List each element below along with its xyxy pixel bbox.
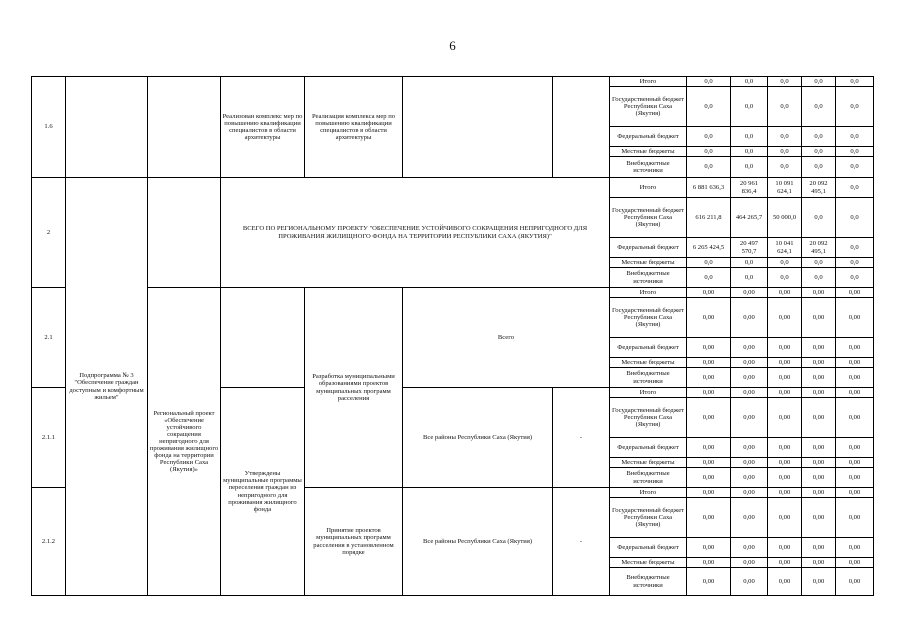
value-cell: 0,00 <box>768 568 802 596</box>
row-number: 2.1 <box>32 288 66 388</box>
page-number: 6 <box>449 38 456 53</box>
value-cell: 0,0 <box>687 87 731 127</box>
value-cell: 50 000,0 <box>768 198 802 238</box>
value-cell: 0,00 <box>802 388 836 398</box>
value-cell: 0,00 <box>768 468 802 488</box>
value-cell: 0,00 <box>687 538 731 558</box>
funding-label: Государственный бюджет Республики Саха (Якутия) <box>610 498 687 538</box>
value-cell: 0,00 <box>802 458 836 468</box>
value-cell: 0,00 <box>836 298 874 338</box>
value-cell: 0,0 <box>802 87 836 127</box>
value-cell: 0,0 <box>836 238 874 258</box>
value-cell: 0,00 <box>731 298 768 338</box>
value-cell: 0,00 <box>687 468 731 488</box>
value-cell: 0,00 <box>802 468 836 488</box>
value-cell: 0,00 <box>687 568 731 596</box>
value-cell: 0,0 <box>836 127 874 147</box>
value-cell: 10 041 624,1 <box>768 238 802 258</box>
funding-label: Итого <box>610 388 687 398</box>
value-cell: 0,00 <box>731 538 768 558</box>
value-cell: 0,00 <box>836 288 874 298</box>
value-cell: 0,0 <box>768 87 802 127</box>
value-cell: 0,00 <box>802 298 836 338</box>
row-2-1-total <box>32 288 874 298</box>
total-label-cell: Всего <box>403 288 610 388</box>
value-cell: 0,00 <box>768 338 802 358</box>
value-cell: 0,00 <box>731 498 768 538</box>
subprogram-cell: Подпрограмма № 3 "Обеспечение граждан доступным и комфортным жильем" <box>66 178 148 596</box>
value-cell: 0,00 <box>687 458 731 468</box>
funding-label: Государственный бюджет Республики Саха (Якутия) <box>610 87 687 127</box>
value-cell: 0,00 <box>836 558 874 568</box>
value-cell: 0,00 <box>836 398 874 438</box>
value-cell: 0,0 <box>731 77 768 87</box>
value-cell: 0,00 <box>731 568 768 596</box>
value-cell: 0,0 <box>836 157 874 178</box>
value-cell: 0,0 <box>836 258 874 268</box>
row-1-6-total <box>32 77 874 87</box>
value-cell: 0,00 <box>802 368 836 388</box>
row-2-total <box>32 178 874 198</box>
row-number: 1.6 <box>32 77 66 178</box>
regproject-cell-empty <box>148 77 221 178</box>
value-cell: 0,0 <box>687 77 731 87</box>
funding-label: Федеральный бюджет <box>610 238 687 258</box>
row-number: 2.1.1 <box>32 388 66 488</box>
value-cell: 0,00 <box>768 538 802 558</box>
value-cell: 0,00 <box>731 398 768 438</box>
funding-label: Внебюджетные источники <box>610 568 687 596</box>
value-cell: 0,00 <box>768 498 802 538</box>
funding-label: Итого <box>610 77 687 87</box>
funding-label: Местные бюджеты <box>610 358 687 368</box>
value-cell: 0,0 <box>768 77 802 87</box>
value-cell: 0,00 <box>687 288 731 298</box>
value-cell: 0,00 <box>802 358 836 368</box>
funding-label: Итого <box>610 288 687 298</box>
value-cell: 0,00 <box>836 368 874 388</box>
funding-label: Государственный бюджет Республики Саха (Якутия) <box>610 298 687 338</box>
value-cell: 0,00 <box>731 338 768 358</box>
value-cell: 0,00 <box>687 388 731 398</box>
value-cell: 0,00 <box>802 498 836 538</box>
event-cell: Реализация комплекса мер по повышению квалификации специалистов в области архитектуры <box>305 77 403 178</box>
value-cell: 0,00 <box>731 438 768 458</box>
funding-label: Государственный бюджет Республики Саха (Якутия) <box>610 198 687 238</box>
value-cell: 0,00 <box>836 498 874 538</box>
value-cell: 0,00 <box>768 558 802 568</box>
value-cell: 0,0 <box>836 198 874 238</box>
value-cell: 0,00 <box>768 288 802 298</box>
value-cell: 20 497 570,7 <box>731 238 768 258</box>
value-cell: 0,00 <box>768 388 802 398</box>
value-cell: 0,00 <box>836 538 874 558</box>
subprogram-cell-empty <box>66 77 148 178</box>
value-cell: 0,00 <box>731 388 768 398</box>
value-cell: 0,0 <box>802 198 836 238</box>
funding-label: Федеральный бюджет <box>610 338 687 358</box>
event-cell: Разработка муниципальными образованиями проектов муниципальных программ расселения <box>305 288 403 488</box>
value-cell: 0,0 <box>768 147 802 157</box>
value-cell: 0,00 <box>731 288 768 298</box>
value-cell: 0,0 <box>836 178 874 198</box>
territory-cell <box>403 77 553 178</box>
value-cell: 0,00 <box>687 398 731 438</box>
funding-label: Местные бюджеты <box>610 147 687 157</box>
regproject-cell: Региональный проект «Обеспечение устойчивого сокращения непригодного для проживания жилищного фонда на территории Республики Саха (Якутия)» <box>148 288 221 596</box>
value-cell: 0,0 <box>731 87 768 127</box>
value-cell: 10 091 624,1 <box>768 178 802 198</box>
funding-label: Внебюджетные источники <box>610 368 687 388</box>
value-cell: 0,00 <box>731 368 768 388</box>
value-cell: 0,00 <box>836 438 874 458</box>
value-cell: 0,0 <box>731 157 768 178</box>
value-cell: 0,0 <box>768 258 802 268</box>
funding-label: Федеральный бюджет <box>610 538 687 558</box>
value-cell: 0,00 <box>802 568 836 596</box>
value-cell: 0,0 <box>836 87 874 127</box>
value-cell: 0,00 <box>687 368 731 388</box>
value-cell: 0,00 <box>802 338 836 358</box>
value-cell: 0,00 <box>687 488 731 498</box>
value-cell: 0,0 <box>802 77 836 87</box>
funding-label: Внебюджетные источники <box>610 157 687 178</box>
value-cell: 6 265 424,5 <box>687 238 731 258</box>
value-cell: 0,0 <box>802 268 836 288</box>
row-number: 2 <box>32 178 66 288</box>
program-table <box>31 76 874 596</box>
funding-label: Местные бюджеты <box>610 558 687 568</box>
regproject-cell-top <box>148 178 221 288</box>
value-cell: 0,00 <box>836 468 874 488</box>
value-cell: 0,0 <box>802 157 836 178</box>
value-cell: 0,00 <box>687 558 731 568</box>
value-cell: 0,0 <box>731 268 768 288</box>
funding-label: Местные бюджеты <box>610 258 687 268</box>
value-cell: 0,0 <box>731 147 768 157</box>
value-cell: 20 092 495,1 <box>802 178 836 198</box>
value-cell: 0,00 <box>731 468 768 488</box>
territory-cell: Все районы Республики Саха (Якутия) <box>403 488 553 596</box>
result-cell: Реализован комплекс мер по повышению квалификации специалистов в области архитектуры <box>221 77 305 178</box>
note-cell: - <box>553 388 610 488</box>
value-cell: 0,00 <box>768 358 802 368</box>
value-cell: 0,00 <box>687 298 731 338</box>
value-cell: 0,00 <box>802 558 836 568</box>
value-cell: 0,0 <box>687 157 731 178</box>
value-cell: 0,00 <box>687 438 731 458</box>
value-cell: 0,0 <box>836 77 874 87</box>
value-cell: 0,0 <box>802 127 836 147</box>
funding-label: Итого <box>610 178 687 198</box>
value-cell: 0,0 <box>731 258 768 268</box>
funding-label: Местные бюджеты <box>610 458 687 468</box>
value-cell: 0,0 <box>687 268 731 288</box>
value-cell: 0,0 <box>687 258 731 268</box>
value-cell: 0,0 <box>687 127 731 147</box>
value-cell: 6 881 636,3 <box>687 178 731 198</box>
value-cell: 0,0 <box>836 268 874 288</box>
value-cell: 0,00 <box>836 458 874 468</box>
value-cell: 0,00 <box>731 458 768 468</box>
row-number: 2.1.2 <box>32 488 66 596</box>
note-cell <box>553 77 610 178</box>
value-cell: 0,00 <box>802 488 836 498</box>
value-cell: 0,0 <box>768 268 802 288</box>
value-cell: 0,0 <box>802 147 836 157</box>
funding-label: Итого <box>610 488 687 498</box>
event-cell: Принятие проектов муниципальных программ расселения в установленном порядке <box>305 488 403 596</box>
value-cell: 0,00 <box>687 498 731 538</box>
value-cell: 0,00 <box>802 538 836 558</box>
value-cell: 0,00 <box>768 458 802 468</box>
value-cell: 0,00 <box>768 368 802 388</box>
value-cell: 0,00 <box>731 558 768 568</box>
value-cell: 0,00 <box>836 358 874 368</box>
funding-label: Федеральный бюджет <box>610 438 687 458</box>
funding-label: Внебюджетные источники <box>610 468 687 488</box>
value-cell: 20 961 836,4 <box>731 178 768 198</box>
value-cell: 20 092 495,1 <box>802 238 836 258</box>
value-cell: 0,0 <box>768 127 802 147</box>
value-cell: 0,0 <box>768 157 802 178</box>
note-cell: - <box>553 488 610 596</box>
value-cell: 0,0 <box>836 147 874 157</box>
value-cell: 616 211,8 <box>687 198 731 238</box>
value-cell: 0,00 <box>768 398 802 438</box>
value-cell: 0,00 <box>731 358 768 368</box>
value-cell: 0,00 <box>802 398 836 438</box>
value-cell: 0,00 <box>687 358 731 368</box>
territory-cell: Все районы Республики Саха (Якутия) <box>403 388 553 488</box>
result-cell: Утверждены муниципальные программы переселения граждан из непригодного для проживания жилищного фонда <box>221 388 305 596</box>
value-cell: 0,00 <box>768 438 802 458</box>
funding-label: Государственный бюджет Республики Саха (Якутия) <box>610 398 687 438</box>
value-cell: 0,0 <box>802 258 836 268</box>
value-cell: 0,00 <box>768 488 802 498</box>
value-cell: 0,0 <box>687 147 731 157</box>
project-total-heading: ВСЕГО ПО РЕГИОНАЛЬНОМУ ПРОЕКТУ "ОБЕСПЕЧЕНИЕ УСТОЙЧИВОГО СОКРАЩЕНИЯ НЕПРИГОДНОГО ДЛЯ ПРОЖИВАНИЯ ЖИЛИЩНОГО ФОНДА НА ТЕРРИТОРИИ РЕСПУБЛИКИ САХА (ЯКУТИЯ)" <box>221 178 610 288</box>
value-cell: 0,00 <box>687 338 731 358</box>
value-cell: 0,00 <box>836 388 874 398</box>
value-cell: 0,00 <box>802 288 836 298</box>
value-cell: 0,00 <box>836 488 874 498</box>
value-cell: 0,0 <box>731 127 768 147</box>
value-cell: 0,00 <box>836 338 874 358</box>
value-cell: 0,00 <box>731 488 768 498</box>
value-cell: 0,00 <box>836 568 874 596</box>
funding-label: Внебюджетные источники <box>610 268 687 288</box>
funding-label: Федеральный бюджет <box>610 127 687 147</box>
result-cell-empty <box>221 288 305 388</box>
value-cell: 0,00 <box>802 438 836 458</box>
value-cell: 464 265,7 <box>731 198 768 238</box>
value-cell: 0,00 <box>768 298 802 338</box>
